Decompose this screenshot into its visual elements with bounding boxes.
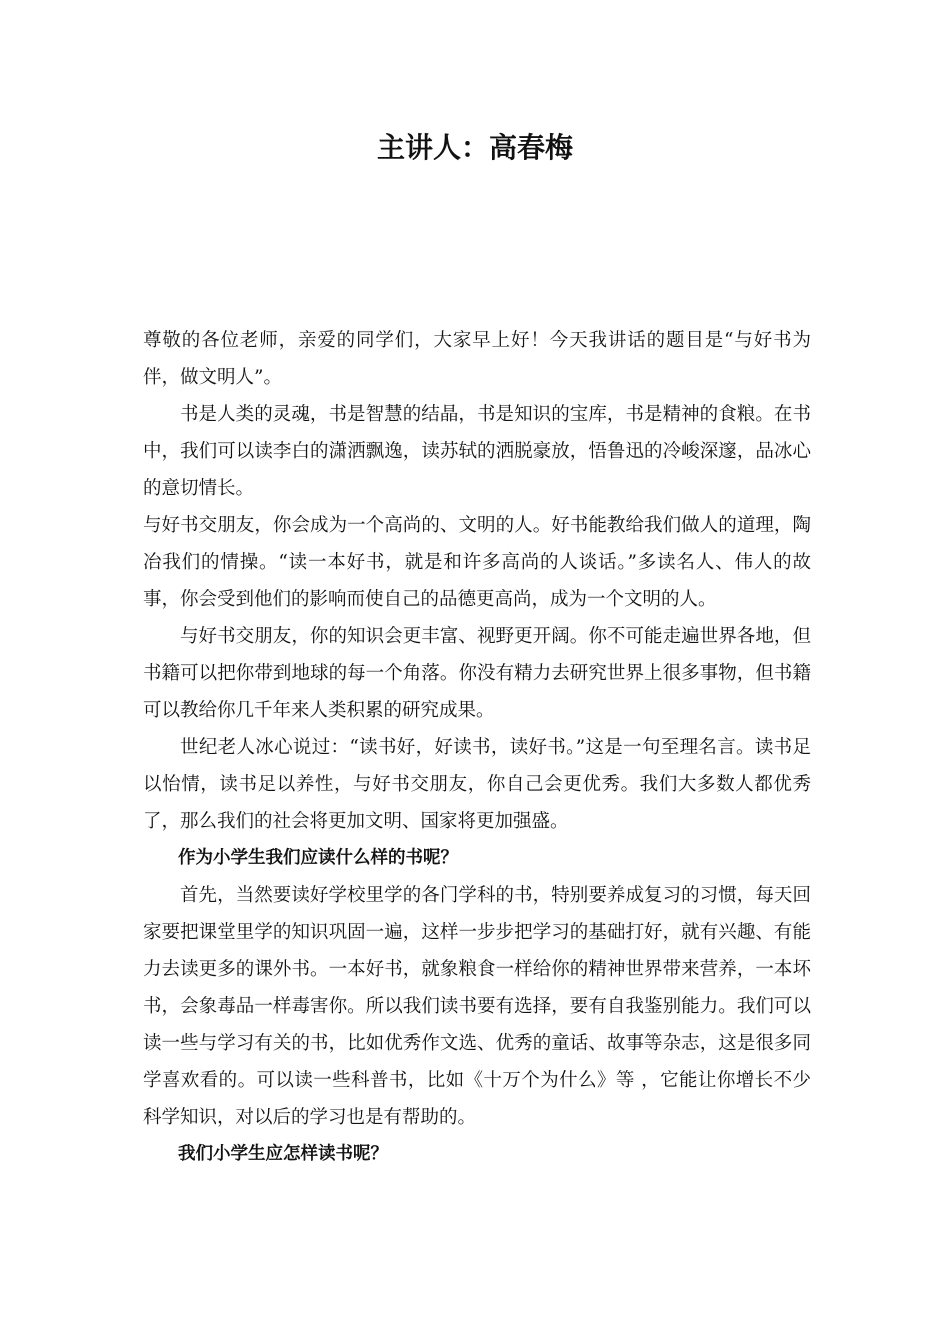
section-heading-what-to-read: 作为小学生我们应读什么样的书呢？: [178, 848, 458, 868]
page-title: 主讲人：高春梅: [376, 131, 573, 164]
paragraph-what-to-read: 首先，当然要读好学校里学的各门学科的书，特别要养成复习的习惯，每天回家要把课堂里学的知识巩固一遍，这样一步步把学习的基础打好，就有兴趣、有能力去读更多的课外书。一本好书，就象粮食一样给你的精神世界带来营养，一本坏书，会象毒品一样毒害你。所以我们读书要有选择，要有自我鉴别能力。我们可以读一些与学习有关的书，比如优秀作文选、优秀的童话、故事等杂志，这是很多同学喜欢看的。可以读一些科普书，比如《十万个为什么》等 ，它能让你增长不少科学知识，对以后的学习也是有帮助的。: [143, 885, 811, 1128]
paragraph-bingxin-quote: 世纪老人冰心说过：“读书好，好读书，读好书。”这是一句至理名言。读书足以怡情，读书足以养性，与好书交朋友，你自己会更优秀。我们大多数人都优秀了，那么我们的社会将更加文明、国家将更加强盛。: [143, 737, 811, 832]
paragraph-greeting: 尊敬的各位老师，亲爱的同学们，大家早上好！今天我讲话的题目是“与好书为伴，做文明人”。: [143, 330, 811, 388]
paragraph-books-soul: 书是人类的灵魂，书是智慧的结晶，书是知识的宝库，书是精神的食粮。在书中，我们可以读李白的潇洒飘逸，读苏轼的洒脱豪放，悟鲁迅的冷峻深邃，品冰心的意切情长。: [143, 404, 811, 499]
paragraph-noble-person: 与好书交朋友，你会成为一个高尚的、文明的人。好书能教给我们做人的道理，陶冶我们的情操。“读一本好书，就是和许多高尚的人谈话。”多读名人、伟人的故事，你会受到他们的影响而使自己的品德更高尚，成为一个文明的人。: [143, 515, 811, 610]
paragraph-knowledge: 与好书交朋友，你的知识会更丰富、视野更开阔。你不可能走遍世界各地，但书籍可以把你带到地球的每一个角落。你没有精力去研究世界上很多事物，但书籍可以教给你几千年来人类积累的研究成果。: [143, 626, 811, 721]
section-heading-how-to-read: 我们小学生应怎样读书呢？: [178, 1144, 388, 1164]
document-body: [143, 322, 811, 1173]
